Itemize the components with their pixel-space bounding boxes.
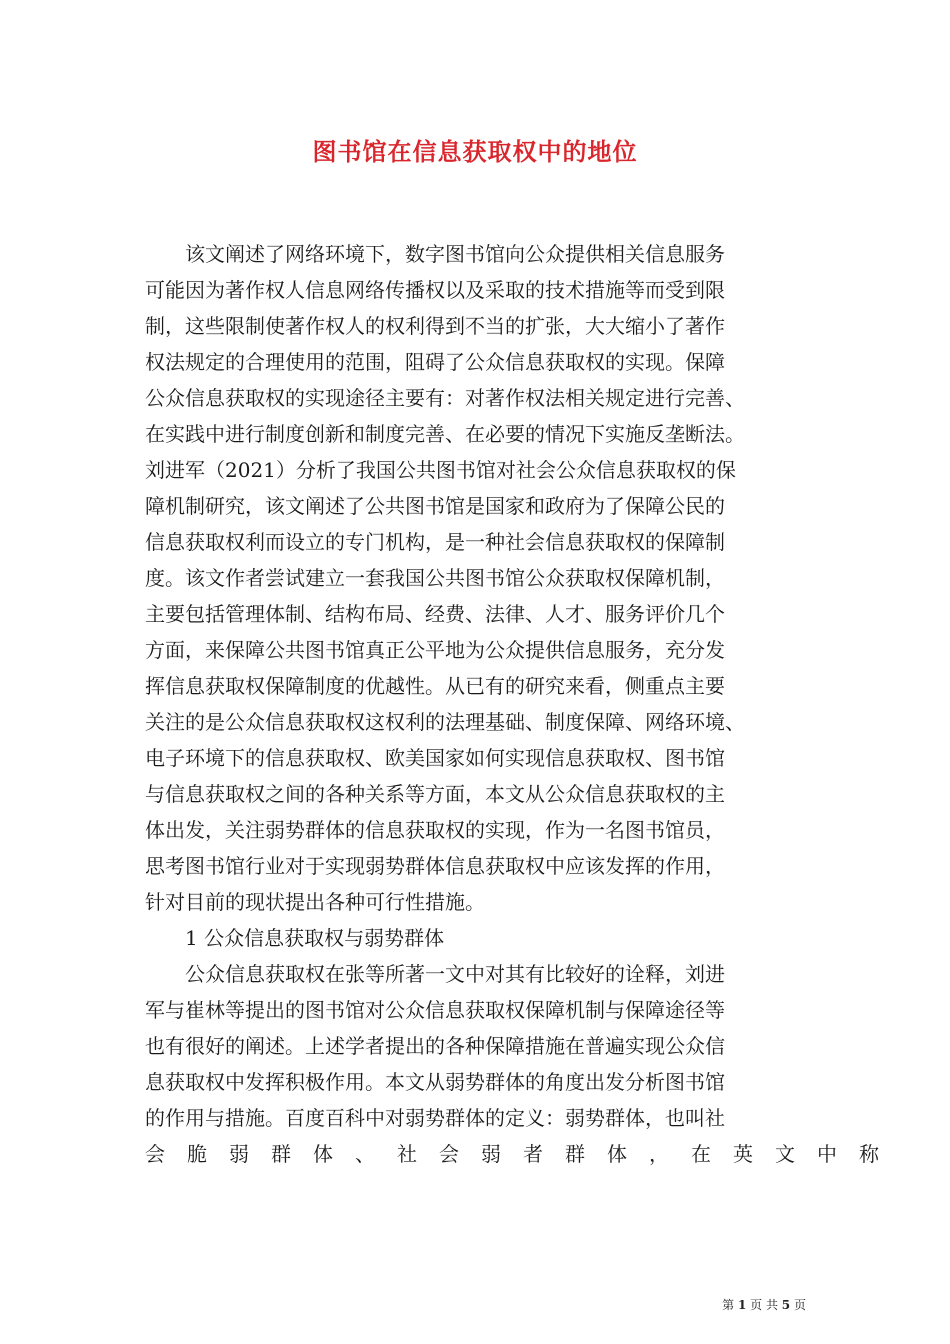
paragraph-line: 公众信息获取权在张等所著一文中对其有比较好的诠释，刘进 <box>185 962 725 986</box>
paragraph-line: 军与崔林等提出的图书馆对公众信息获取权保障机制与保障途径等 <box>145 998 725 1022</box>
paragraph-line: 针对目前的现状提出各种可行性措施。 <box>145 890 485 914</box>
footer-mid: 页 共 <box>750 1298 778 1312</box>
paragraph-line: 主要包括管理体制、结构布局、经费、法律、人才、服务评价几个 <box>145 602 725 626</box>
paragraph-line: 挥信息获取权保障制度的优越性。从已有的研究来看，侧重点主要 <box>145 674 725 698</box>
paragraph-line: 度。该文作者尝试建立一套我国公共图书馆公众获取权保障机制， <box>145 566 725 590</box>
paragraph-line: 方面，来保障公共图书馆真正公平地为公众提供信息服务，充分发 <box>145 638 725 662</box>
paragraph-line: 思考图书馆行业对于实现弱势群体信息获取权中应该发挥的作用， <box>145 854 725 878</box>
paragraph-line: 该文阐述了网络环境下，数字图书馆向公众提供相关信息服务 <box>185 242 725 266</box>
paragraph-line: 权法规定的合理使用的范围，阻碍了公众信息获取权的实现。保障 <box>145 350 725 374</box>
paragraph-line: 电子环境下的信息获取权、欧美国家如何实现信息获取权、图书馆 <box>145 746 725 770</box>
document-body <box>145 236 901 1172</box>
paragraph-line: 会脆弱群体、社会弱者群体，在英文中称 <box>145 1142 901 1166</box>
paragraph-line: 关注的是公众信息获取权这权利的法理基础、制度保障、网络环境、 <box>145 710 745 734</box>
paragraph-line: 在实践中进行制度创新和制度完善、在必要的情况下实施反垄断法。 <box>145 422 745 446</box>
paragraph-line: 障机制研究，该文阐述了公共图书馆是国家和政府为了保障公民的 <box>145 494 725 518</box>
footer-suffix: 页 <box>793 1298 806 1312</box>
paragraph-line: 息获取权中发挥积极作用。本文从弱势群体的角度出发分析图书馆 <box>145 1070 725 1094</box>
footer-total-pages: 5 <box>781 1298 791 1312</box>
footer-prefix: 第 <box>722 1298 735 1312</box>
paragraph-line: 制，这些限制使著作权人的权利得到不当的扩张，大大缩小了著作 <box>145 314 725 338</box>
paragraph-line: 体出发，关注弱势群体的信息获取权的实现，作为一名图书馆员， <box>145 818 725 842</box>
paragraph-line: 公众信息获取权的实现途径主要有：对著作权法相关规定进行完善、 <box>145 386 745 410</box>
paragraph-line: 可能因为著作权人信息网络传播权以及采取的技术措施等而受到限 <box>145 278 725 302</box>
paragraph-line: 的作用与措施。百度百科中对弱势群体的定义：弱势群体，也叫社 <box>145 1106 725 1130</box>
paragraph-line: 刘进军（2021）分析了我国公共图书馆对社会公众信息获取权的保 <box>145 458 736 482</box>
footer-page-number: 1 <box>737 1298 747 1312</box>
paragraph-line: 也有很好的阐述。上述学者提出的各种保障措施在普遍实现公众信 <box>145 1034 725 1058</box>
paragraph-line: 与信息获取权之间的各种关系等方面，本文从公众信息获取权的主 <box>145 782 725 806</box>
section-heading: 1 公众信息获取权与弱势群体 <box>185 926 445 950</box>
paragraph-line: 信息获取权利而设立的专门机构，是一种社会信息获取权的保障制 <box>145 530 725 554</box>
document-title: 图书馆在信息获取权中的地位 <box>312 137 638 166</box>
page-footer <box>722 1296 806 1313</box>
